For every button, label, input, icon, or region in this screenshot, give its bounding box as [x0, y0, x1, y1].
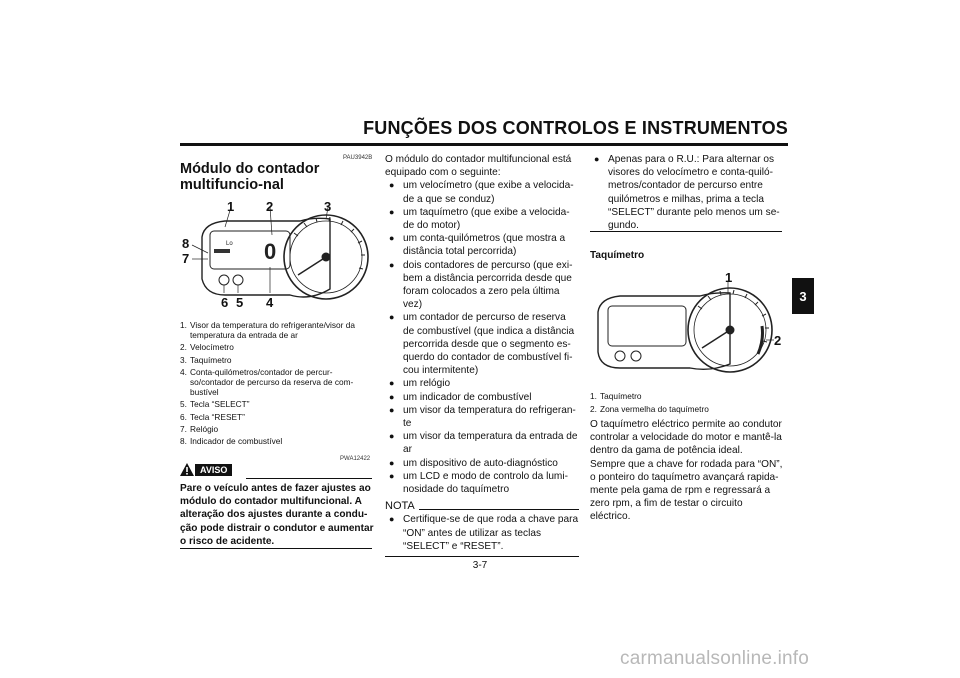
bullet-icon: ● — [389, 404, 395, 415]
header-rule — [180, 143, 788, 146]
warning-code: PWA12422 — [340, 456, 371, 462]
legend-text: Visor da temperatura do refrigerante/visor da temperatura da entrada de ar — [190, 320, 355, 341]
legend-text: Taquímetro — [600, 391, 642, 401]
bullet-icon: ● — [389, 391, 395, 402]
figure-label: 8 — [182, 236, 190, 251]
meter-module-figure — [180, 197, 374, 312]
legend-text: Indicador de combustível — [190, 436, 283, 447]
bullet-icon: ● — [389, 514, 395, 525]
list-item: Apenas para o R.U.: Para alternar os visores do velocímetro e conta-quiló-metros/contador de percurso entre quilómetros e milhas, prima a tecla “SELECT” durante pelo menos um se-gundo. — [608, 154, 780, 232]
column-2 — [385, 153, 579, 557]
bullet-icon: ● — [389, 431, 395, 442]
figure-label: 2 — [266, 199, 274, 214]
figure-label: 7 — [182, 251, 190, 266]
intro-paragraph: O módulo do contador multifuncional está equipado com o seguinte: — [385, 154, 572, 179]
section-heading: Módulo do contador multifuncio-nal — [180, 161, 320, 193]
list-item: um indicador de combustível — [403, 391, 532, 403]
legend-text: Conta-quilómetros/contador de percur-so/contador de percurso da reserva de com-bustível — [190, 366, 354, 398]
legend-text: Taquímetro — [190, 354, 232, 365]
figure-label: 1 — [227, 199, 235, 214]
nota-header — [385, 500, 579, 513]
legend-text: Velocímetro — [190, 342, 234, 353]
bullet-icon: ● — [389, 206, 395, 217]
watermark: carmanualsonline.info — [620, 648, 810, 669]
bullet-icon: ● — [594, 154, 600, 164]
warning-triangle-icon — [180, 463, 194, 476]
nota-text: Certifique-se de que roda a chave para “ON” antes de utilizar as teclas “SELECT” e “RESET”. — [403, 514, 579, 552]
bullet-icon: ● — [389, 457, 395, 468]
column-3-top — [590, 153, 784, 232]
lcd-screen — [608, 306, 686, 346]
paragraph: O taquímetro eléctrico permite ao condutor controlar a velocidade do motor e mantê-la dentro da gama de potência ideal. — [590, 419, 782, 457]
figure-label: 6 — [221, 295, 229, 310]
tachometer-paragraphs — [590, 418, 784, 524]
section-code: PAU3942B — [343, 155, 373, 161]
reset-button-icon — [219, 275, 229, 285]
list-item: um conta-quilómetros (que mostra a distância total percorrida) — [403, 233, 566, 258]
chapter-tab: 3 — [792, 278, 814, 314]
legend-text: Relógio — [190, 423, 219, 434]
bullet-icon: ● — [389, 312, 395, 323]
figure-label: 1 — [725, 270, 733, 285]
reset-button-icon — [615, 351, 625, 361]
warning-label: AVISO — [195, 464, 232, 476]
list-item: um visor da temperatura do refrigeran-te — [403, 404, 576, 430]
nota-label: NOTA — [385, 500, 415, 513]
list-item: um dispositivo de auto-diagnóstico — [403, 457, 558, 469]
figure-label: 4 — [266, 295, 274, 310]
legend-text: Tecla “RESET” — [190, 411, 245, 422]
paragraph: Sempre que a chave for rodada para “ON”, o ponteiro do taquímetro avançará rapida-mente pela gama de rpm e regressará a zero rpm, a fim de testar o circuito eléctrico. — [590, 458, 783, 523]
list-item: dois contadores de percurso (que exi-bem a distância percorrida desde que foram colocados a zero pela última vez) — [403, 259, 573, 311]
tachometer-figure — [590, 268, 790, 386]
figure-label: 5 — [236, 295, 244, 310]
figure-label: 2 — [774, 333, 782, 348]
warning-text: Pare o veículo antes de fazer ajustes ao módulo do contador multifuncional. A alteração dos ajustes durante a condu-ção pode distrair o condutor e aumentar o risco de acidente. — [180, 483, 374, 547]
list-item: um velocímetro (que exibe a velocida-de a que se conduz) — [403, 180, 574, 205]
list-item: um LCD e modo de controlo da lumi-nosidade do taquímetro — [403, 470, 568, 496]
select-button-icon — [631, 351, 641, 361]
page-header-title: FUNÇÕES DOS CONTROLOS E INSTRUMENTOS — [363, 118, 788, 138]
bullet-icon: ● — [389, 470, 395, 481]
svg-text:Lo: Lo — [226, 241, 233, 247]
list-item: um taquímetro (que exibe a velocida-de do motor) — [403, 206, 570, 232]
bullet-icon: ● — [389, 378, 395, 389]
lcd-panel-outline — [598, 293, 730, 370]
list-item: um contador de percurso de reserva de combustível (que indica a distância percorrida desde que o segmento es-querdo do contador de combustível fi-cou intermitente) — [403, 312, 575, 377]
figure-legend: 1. Taquímetro 2. Zona vermelha do taquímetro — [590, 391, 709, 415]
bullet-icon: ● — [389, 259, 395, 270]
figure-legend: 1. Visor da temperatura do refrigerante/visor da temperatura da entrada de ar 2. Velocímetro 3. Taquímetro 4. Conta-quilómetros/contador de percur-so/contador de percurso da reserva de com-bustível 5. Tecla “SELECT” 6. Tecla “RESET” 7. Relógio 8. Indicador de combustível — [180, 320, 374, 446]
red-zone-marker — [758, 326, 763, 354]
select-button-icon — [233, 275, 243, 285]
warning-label-box — [180, 463, 232, 476]
bullet-icon: ● — [389, 233, 395, 244]
page-number: 3-7 — [472, 560, 488, 571]
legend-text: Tecla “SELECT” — [190, 399, 250, 410]
svg-text:0: 0 — [264, 239, 277, 264]
figure-label: 3 — [324, 199, 332, 214]
subsection-heading: Taquímetro — [590, 250, 645, 261]
bullet-icon: ● — [389, 180, 395, 191]
list-item: um relógio — [403, 378, 451, 390]
legend-text: Zona vermelha do taquímetro — [600, 404, 709, 415]
list-item: um visor da temperatura da entrada de ar — [403, 431, 578, 456]
